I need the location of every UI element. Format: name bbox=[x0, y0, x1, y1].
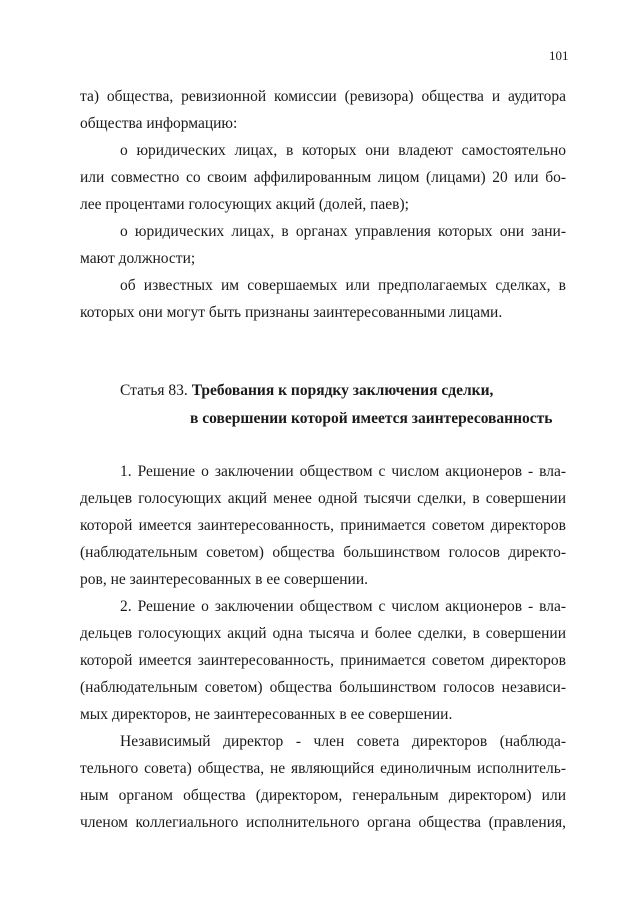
text-line: (наблюдательным советом) общества большинством голосов независи- bbox=[80, 679, 566, 696]
text-line: лее процентами голосующих акций (долей, паев); bbox=[80, 196, 409, 213]
text-line: которой имеется заинтересованность, принимается советом директоров bbox=[80, 517, 566, 534]
article-heading bbox=[120, 381, 493, 401]
text-line: общества информацию: bbox=[80, 115, 238, 132]
article-title-line1: Требования к порядку заключения сделки, bbox=[191, 382, 494, 399]
text-line: об известных им совершаемых или предполагаемых сделках, в bbox=[120, 277, 566, 294]
text-line: или совместно со своим аффилированным лицом (лицами) 20 или бо- bbox=[80, 169, 566, 186]
text-line: мых директоров, не заинтересованных в ее совершении. bbox=[80, 706, 453, 723]
text-line: которых они могут быть признаны заинтересованными лицами. bbox=[80, 304, 503, 321]
text-line: о юридических лицах, в которых они владеют самостоятельно bbox=[120, 142, 566, 159]
text-line: та) общества, ревизионной комиссии (ревизора) общества и аудитора bbox=[80, 88, 566, 105]
text-line: 1. Решение о заключении обществом с числом акционеров - вла- bbox=[120, 463, 566, 480]
text-line: (наблюдательным советом) общества большинством голосов директо- bbox=[80, 544, 566, 561]
text-line: ров, не заинтересованных в ее совершении. bbox=[80, 571, 369, 588]
text-line: 2. Решение о заключении обществом с числом акционеров - вла- bbox=[120, 598, 566, 615]
text-line: членом коллегиального исполнительного органа общества (правления, bbox=[80, 814, 566, 831]
page-number: 101 bbox=[549, 48, 569, 63]
text-line: ным органом общества (директором, генеральным директором) или bbox=[80, 787, 566, 804]
text-line: дельцев голосующих акций одна тысяча и более сделки, в совершении bbox=[80, 625, 566, 642]
article-number: Статья 83. bbox=[120, 382, 188, 399]
text-line: дельцев голосующих акций менее одной тысячи сделки, в совершении bbox=[80, 490, 566, 507]
text-line: которой имеется заинтересованность, принимается советом директоров bbox=[80, 652, 566, 669]
text-line: тельного совета) общества, не являющийся единоличным исполнитель- bbox=[80, 760, 566, 777]
article-title-line2: в совершении которой имеется заинтересованность bbox=[190, 410, 553, 427]
text-line: Независимый директор - член совета директоров (наблюда- bbox=[120, 733, 566, 750]
text-line: о юридических лицах, в органах управления которых они зани- bbox=[120, 223, 566, 240]
text-line: мают должности; bbox=[80, 250, 196, 267]
